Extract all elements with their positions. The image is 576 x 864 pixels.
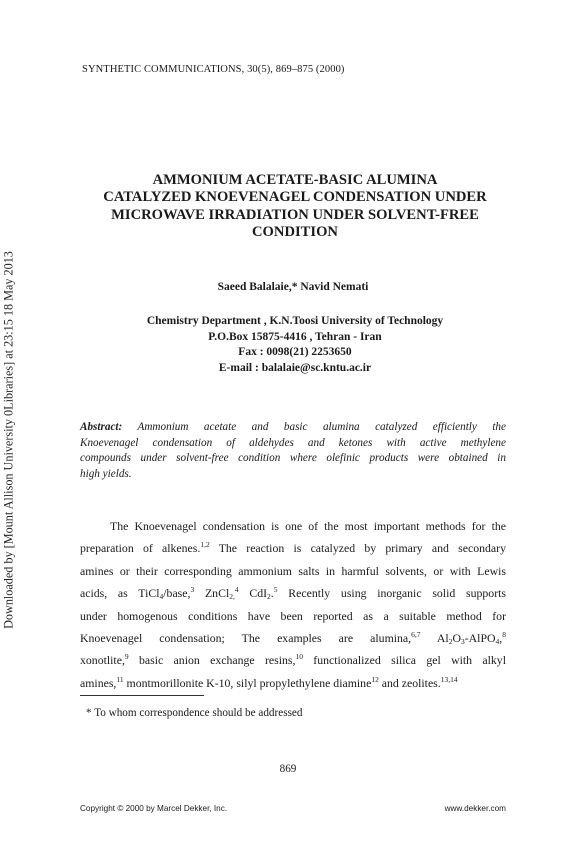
title-line: AMMONIUM ACETATE-BASIC ALUMINA <box>152 172 438 188</box>
copyright-notice: Copyright © 2000 by Marcel Dekker, Inc. <box>80 804 228 813</box>
affiliation <box>60 314 530 376</box>
body-line: The Knoevenagel condensation is one of the most important methods for the <box>110 519 506 533</box>
title-line: CONDITION <box>252 224 338 241</box>
text-span: . <box>270 586 274 601</box>
text-span: Knoevenagel condensation; The examples are alumina, <box>80 631 412 646</box>
abstract-label: Abstract: <box>80 421 123 433</box>
citation: 8 <box>502 630 506 640</box>
text-span: CdI <box>238 586 268 601</box>
citation: 1,2 <box>200 540 210 550</box>
text-span: functionalized silica gel with alkyl <box>302 653 506 668</box>
text-span: amines, <box>80 675 117 690</box>
footnote: * To whom correspondence should be addressed <box>86 707 303 719</box>
journal-header: SYNTHETIC COMMUNICATIONS, 30(5), 869–875 (2000) <box>82 64 345 75</box>
subscript: 2 <box>448 637 453 647</box>
body-line <box>80 672 506 694</box>
abstract-text: Ammonium acetate and basic alumina catalyzed efficiently the <box>137 421 506 433</box>
citation: 5 <box>273 585 278 595</box>
body-paragraph <box>80 515 506 694</box>
citation: 6,7 <box>411 630 421 640</box>
download-stamp-text: Downloaded by [Mount Allison University 0Libraries] at 23:15 18 May 2013 <box>1 251 16 629</box>
citation: 9 <box>124 652 129 662</box>
text-span: Al <box>420 631 449 646</box>
affiliation-line: Fax : 0098(21) 2253650 <box>238 346 352 358</box>
title-line: CATALYZED KNOEVENAGEL CONDENSATION UNDER <box>103 189 487 206</box>
abstract-line: high yields. <box>80 467 132 480</box>
body-line <box>80 537 506 559</box>
publisher-website: www.dekker.com <box>444 804 506 813</box>
text-span: , <box>499 631 503 646</box>
citation: 13,14 <box>440 674 458 684</box>
subscript: 3 <box>460 637 465 647</box>
title-line: MICROWAVE IRRADIATION UNDER SOLVENT-FREE <box>111 206 479 223</box>
text-span: -AlPO <box>464 631 496 646</box>
text-span: O <box>452 631 461 646</box>
citation: 11 <box>116 674 124 684</box>
text-span: The reaction is catalyzed by primary and secondary <box>209 541 506 556</box>
citation: 10 <box>295 652 303 662</box>
footnote-divider <box>80 695 204 696</box>
text-span: and zeolites. <box>378 675 441 690</box>
affiliation-line: P.O.Box 15875-4416 , Tehran - Iran <box>208 330 382 343</box>
body-line: under homogenous conditions have been reported as a suitable method for <box>80 608 506 623</box>
text-span: basic anion exchange resins, <box>128 653 296 668</box>
text-span: xonotlite, <box>80 653 125 668</box>
body-line <box>80 582 506 604</box>
body-line: amines or their corresponding ammonium salts in harmful solvents, or with Lewis <box>80 563 506 578</box>
text-span: /base, <box>163 586 191 601</box>
citation: 3 <box>190 585 195 595</box>
text-span: ZnCl <box>194 586 230 601</box>
authors: Saeed Balalaie,* Navid Nemati <box>217 281 369 293</box>
citation: 4 <box>234 585 239 595</box>
body-line <box>80 649 506 671</box>
abstract-line: compounds under solvent-free condition where olefinic products were obtained in <box>80 452 506 465</box>
abstract <box>80 420 506 482</box>
paper-title <box>60 172 530 242</box>
body-line <box>80 627 506 649</box>
subscript: 2 <box>267 592 271 602</box>
affiliation-line: E-mail : balalaie@sc.kntu.ac.ir <box>218 361 372 374</box>
text-span: preparation of alkenes. <box>80 541 201 556</box>
abstract-line: Knoevenagel condensation of aldehydes and ketones with active methylene <box>80 436 506 449</box>
text-span: Recently using inorganic solid supports <box>277 586 506 601</box>
text-span: acids, as TiCl <box>80 586 160 601</box>
subscript: 4 <box>495 637 500 647</box>
subscript: 4 <box>159 592 164 602</box>
citation: 12 <box>371 674 379 684</box>
page-number: 869 <box>279 763 297 775</box>
text-span: montmorillonite K-10, silyl propylethylene diamine <box>123 675 372 690</box>
abstract-line <box>80 420 506 436</box>
affiliation-line: Chemistry Department , K.N.Toosi University of Technology <box>146 315 444 327</box>
subscript: 2, <box>229 592 235 602</box>
